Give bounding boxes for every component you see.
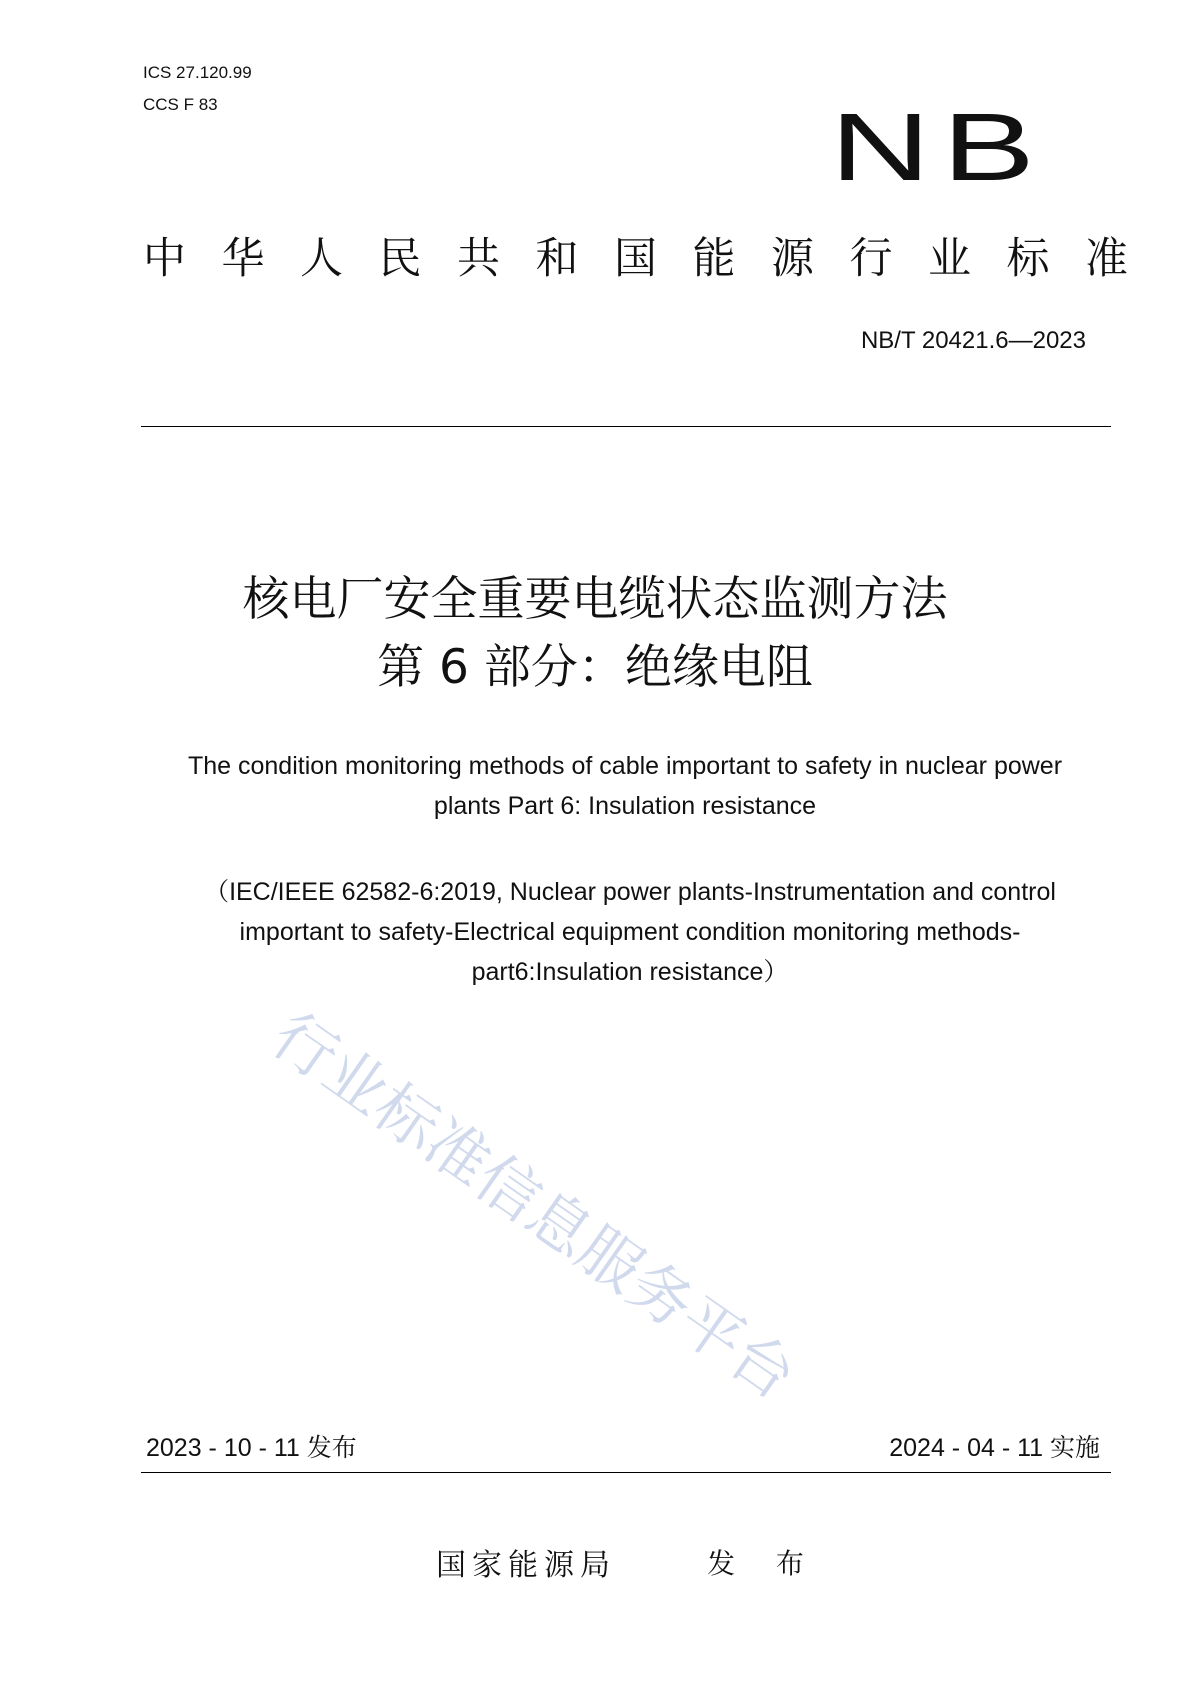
- org-title-char: 标: [1006, 234, 1050, 284]
- bottom-divider: [141, 1472, 1111, 1473]
- org-title-char: 准: [1085, 234, 1128, 284]
- issue-date: 2023 - 10 - 11 发布: [146, 1434, 357, 1462]
- title-chinese-line2: 第 6 部分：绝缘电阻: [377, 640, 813, 695]
- top-divider: [141, 426, 1111, 427]
- ccs-code: CCS F 83: [143, 95, 218, 114]
- title-chinese-line1: 核电厂安全重要电缆状态监测方法: [242, 572, 948, 627]
- org-title-char: 能: [692, 234, 736, 284]
- title-english: The condition monitoring methods of cable important to safety in nuclear power plants Part 6: Insulation resistance: [187, 752, 1063, 820]
- org-title-char: 中: [143, 234, 186, 284]
- standard-number: NB/T 20421.6—2023: [860, 327, 1086, 354]
- org-title-char: 和: [535, 234, 579, 284]
- org-title-char: 民: [378, 234, 422, 284]
- org-title-char: 业: [928, 234, 971, 284]
- org-title-char: 华: [221, 234, 265, 284]
- ics-code: ICS 27.120.99: [143, 63, 252, 82]
- implementation-date: 2024 - 04 - 11 实施: [889, 1434, 1100, 1462]
- org-title-char: 行: [849, 234, 893, 284]
- reference-standard: （IEC/IEEE 62582-6:2019, Nuclear power plants-Instrumentation and control important to safety-Electrical equipment condition monitoring methods-part6:Insulation resistance）: [204, 878, 1056, 986]
- org-title-char: 源: [771, 234, 814, 284]
- watermark: 行业标准信息服务平台: [259, 998, 810, 1414]
- org-title-char: 国: [614, 234, 657, 284]
- org-title-char: 人: [300, 234, 343, 284]
- organization-title: [143, 232, 1128, 286]
- publish-label: 发 布: [707, 1547, 820, 1580]
- org-title-char: 共: [457, 234, 500, 284]
- nb-logo: NB: [830, 94, 1047, 201]
- publisher-name: 国家能源局: [436, 1548, 616, 1583]
